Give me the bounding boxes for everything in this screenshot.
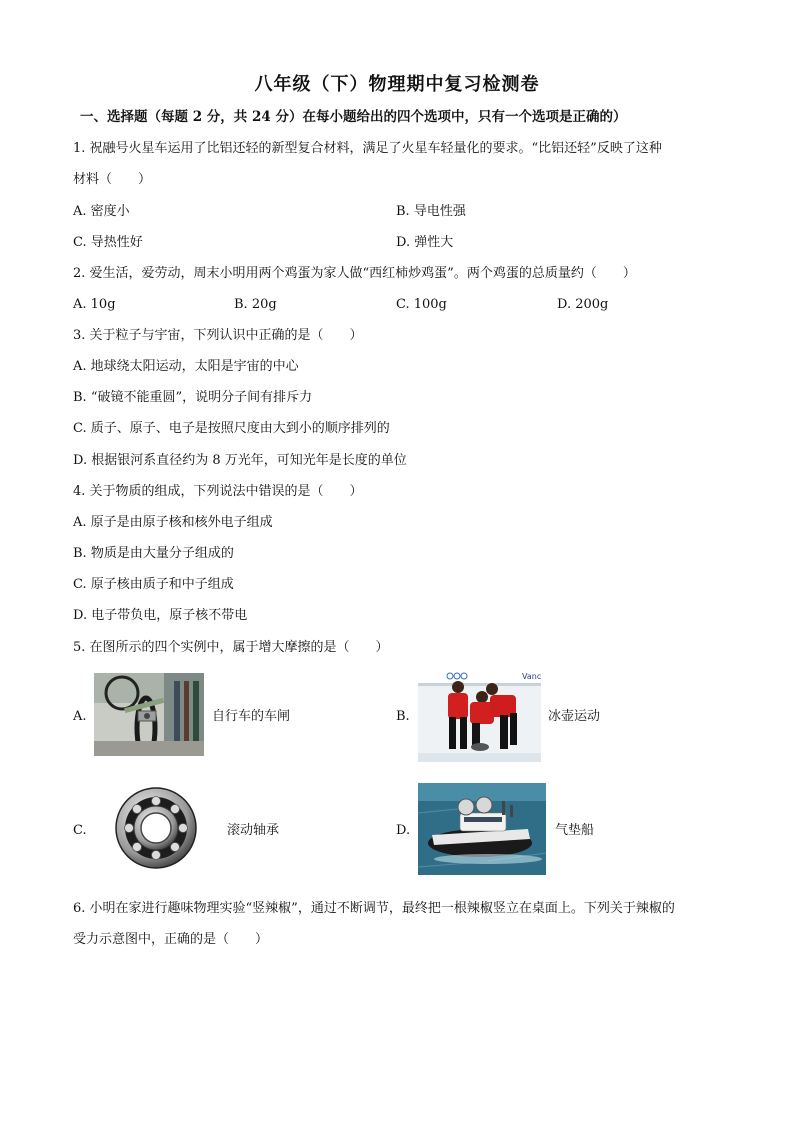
question-1-stem: 1. 祝融号火星车运用了比铝还轻的新型复合材料，满足了火星车轻量化的要求。“比铝还轻”反映了这种 xyxy=(73,141,662,156)
question-4-option-d: D. 电子带负电，原子核不带电 xyxy=(73,608,248,623)
question-5-option-c-caption: 滚动轴承 xyxy=(227,823,280,838)
question-1-option-c: C. 导热性好 xyxy=(73,235,143,250)
hovercraft-photo xyxy=(418,783,546,875)
question-3-option-b: B. “破镜不能重圆”，说明分子间有排斥力 xyxy=(73,390,313,405)
question-4-option-a: A. 原子是由原子核和核外电子组成 xyxy=(73,515,273,530)
question-5-option-d-letter: D. xyxy=(396,823,411,838)
question-2-option-d: D. 200g xyxy=(557,297,609,312)
question-3-option-d: D. 根据银河系直径约为 8 万光年，可知光年是长度的单位 xyxy=(73,453,407,468)
ball-bearing-image xyxy=(114,786,198,870)
question-5-option-b-letter: B. xyxy=(396,709,410,724)
bicycle-brake-photo xyxy=(94,673,204,756)
question-4-option-c: C. 原子核由质子和中子组成 xyxy=(73,577,234,592)
question-6-stem: 6. 小明在家进行趣味物理实验“竖辣椒”，通过不断调节，最终把一根辣椒竖立在桌面上。下列关于辣椒的 xyxy=(73,901,675,916)
question-2-stem: 2. 爱生活，爱劳动，周末小明用两个鸡蛋为家人做“西红柿炒鸡蛋”。两个鸡蛋的总质量约（ ） xyxy=(73,266,636,281)
question-5-option-d-caption: 气垫船 xyxy=(555,823,595,838)
question-1-option-b: B. 导电性强 xyxy=(396,204,466,219)
question-2-option-a: A. 10g xyxy=(73,297,116,312)
question-1-stem-cont: 材料（ ） xyxy=(73,172,152,187)
question-6-stem-cont: 受力示意图中，正确的是（ ） xyxy=(73,932,269,947)
question-5-option-b-caption: 冰壶运动 xyxy=(548,709,601,724)
ad-board-text: Vanc xyxy=(522,672,541,681)
question-3-option-c: C. 质子、原子、电子是按照尺度由大到小的顺序排列的 xyxy=(73,421,390,436)
question-1-option-d: D. 弹性大 xyxy=(396,235,454,250)
question-2-option-c: C. 100g xyxy=(396,297,447,312)
question-5-option-a-caption: 自行车的车闸 xyxy=(212,709,291,724)
question-4-stem: 4. 关于物质的组成，下列说法中错误的是（ ） xyxy=(73,484,363,499)
question-3-stem: 3. 关于粒子与宇宙，下列认识中正确的是（ ） xyxy=(73,328,363,343)
question-3-option-a: A. 地球绕太阳运动，太阳是宇宙的中心 xyxy=(73,359,299,374)
question-5-stem: 5. 在图所示的四个实例中，属于增大摩擦的是（ ） xyxy=(73,640,389,655)
question-4-option-b: B. 物质是由大量分子组成的 xyxy=(73,546,234,561)
curling-photo xyxy=(418,669,541,762)
question-5-option-c-letter: C. xyxy=(73,823,87,838)
section-heading: 一、选择题（每题 2 分，共 24 分）在每小题给出的四个选项中，只有一个选项是正确的） xyxy=(80,109,627,125)
question-5-option-a-letter: A. xyxy=(73,709,87,724)
page-title: 八年级（下）物理期中复习检测卷 xyxy=(254,74,540,95)
question-2-option-b: B. 20g xyxy=(234,297,277,312)
question-1-option-a: A. 密度小 xyxy=(73,204,130,219)
